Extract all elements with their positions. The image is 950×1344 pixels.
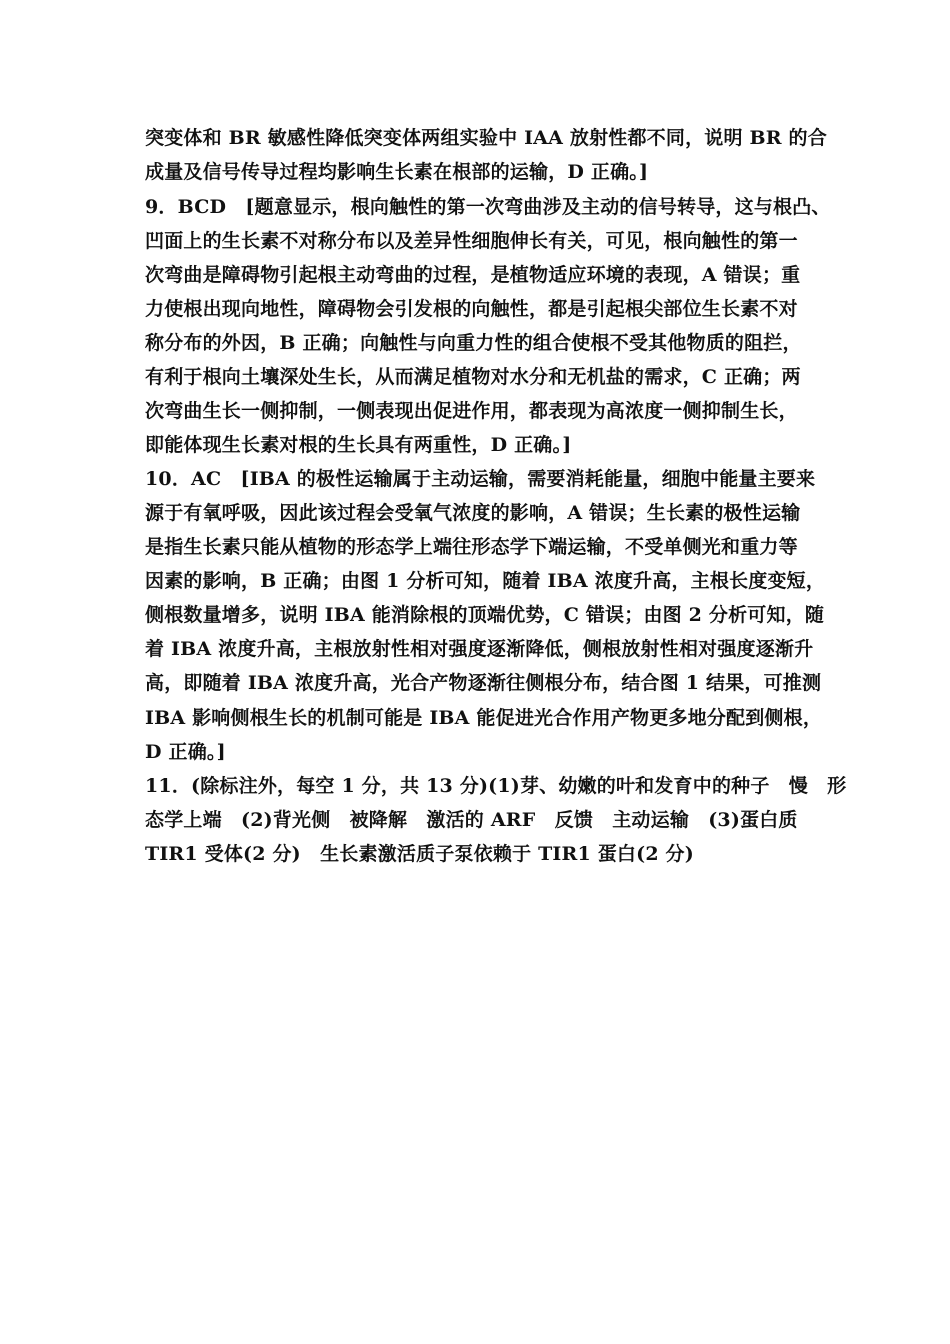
text-line: IBA 影响侧根生长的机制可能是 IBA 能促进光合作用产物更多地分配到侧根， <box>145 707 823 729</box>
text-line: 高，即随着 IBA 浓度升高，光合产物逐渐往侧根分布，结合图 1 结果，可推测 <box>145 672 822 694</box>
text-line: 次弯曲是障碍物引起根主动弯曲的过程，是植物适应环境的表现，A 错误；重 <box>145 264 801 286</box>
text-line: 成量及信号传导过程均影响生长素在根部的运输，D 正确。] <box>145 161 649 183</box>
text-line: 称分布的外因，B 正确；向触性与向重力性的组合使根不受其他物质的阻拦， <box>145 332 802 354</box>
question-10-line: 10．AC [IBA 的极性运输属于主动运输，需要消耗能量，细胞中能量主要来 <box>145 468 816 490</box>
text-line: 有利于根向土壤深处生长，从而满足植物对水分和无机盐的需求，C 正确；两 <box>145 366 801 388</box>
text-line: 力使根出现向地性，障碍物会引发根的向触性，都是引起根尖部位生长素不对 <box>145 298 798 320</box>
text-line: TIR1 受体(2 分) 生长素激活质子泵依赖于 TIR1 蛋白(2 分) <box>145 843 694 865</box>
text-line: 次弯曲生长一侧抑制，一侧表现出促进作用，都表现为高浓度一侧抑制生长， <box>145 400 798 422</box>
text-line: 因素的影响，B 正确；由图 1 分析可知，随着 IBA 浓度升高，主根长度变短， <box>145 570 826 592</box>
text-line: 凹面上的生长素不对称分布以及差异性细胞伸长有关，可见，根向触性的第一 <box>145 230 798 252</box>
text-line: D 正确。] <box>145 741 226 763</box>
text-line: 侧根数量增多，说明 IBA 能消除根的顶端优势，C 错误；由图 2 分析可知，随 <box>145 604 825 626</box>
text-line: 源于有氧呼吸，因此该过程会受氧气浓度的影响，A 错误；生长素的极性运输 <box>145 502 801 524</box>
question-11-line: 11．(除标注外，每空 1 分，共 13 分)(1)芽、幼嫩的叶和发育中的种子 慢 形 <box>145 775 847 797</box>
text-line: 是指生长素只能从植物的形态学上端往形态学下端运输，不受单侧光和重力等 <box>145 536 798 558</box>
text-line: 态学上端 (2)背光侧 被降解 激活的 ARF 反馈 主动运输 (3)蛋白质 <box>145 809 798 831</box>
text-line: 突变体和 BR 敏感性降低突变体两组实验中 IAA 放射性都不同，说明 BR 的合 <box>145 127 827 149</box>
text-line: 着 IBA 浓度升高，主根放射性相对强度逐渐降低，侧根放射性相对强度逐渐升 <box>145 638 814 660</box>
question-9-line: 9．BCD [题意显示，根向触性的第一次弯曲涉及主动的信号转导，这与根凸、 <box>145 196 831 218</box>
text-line: 即能体现生长素对根的生长具有两重性，D 正确。] <box>145 434 572 456</box>
